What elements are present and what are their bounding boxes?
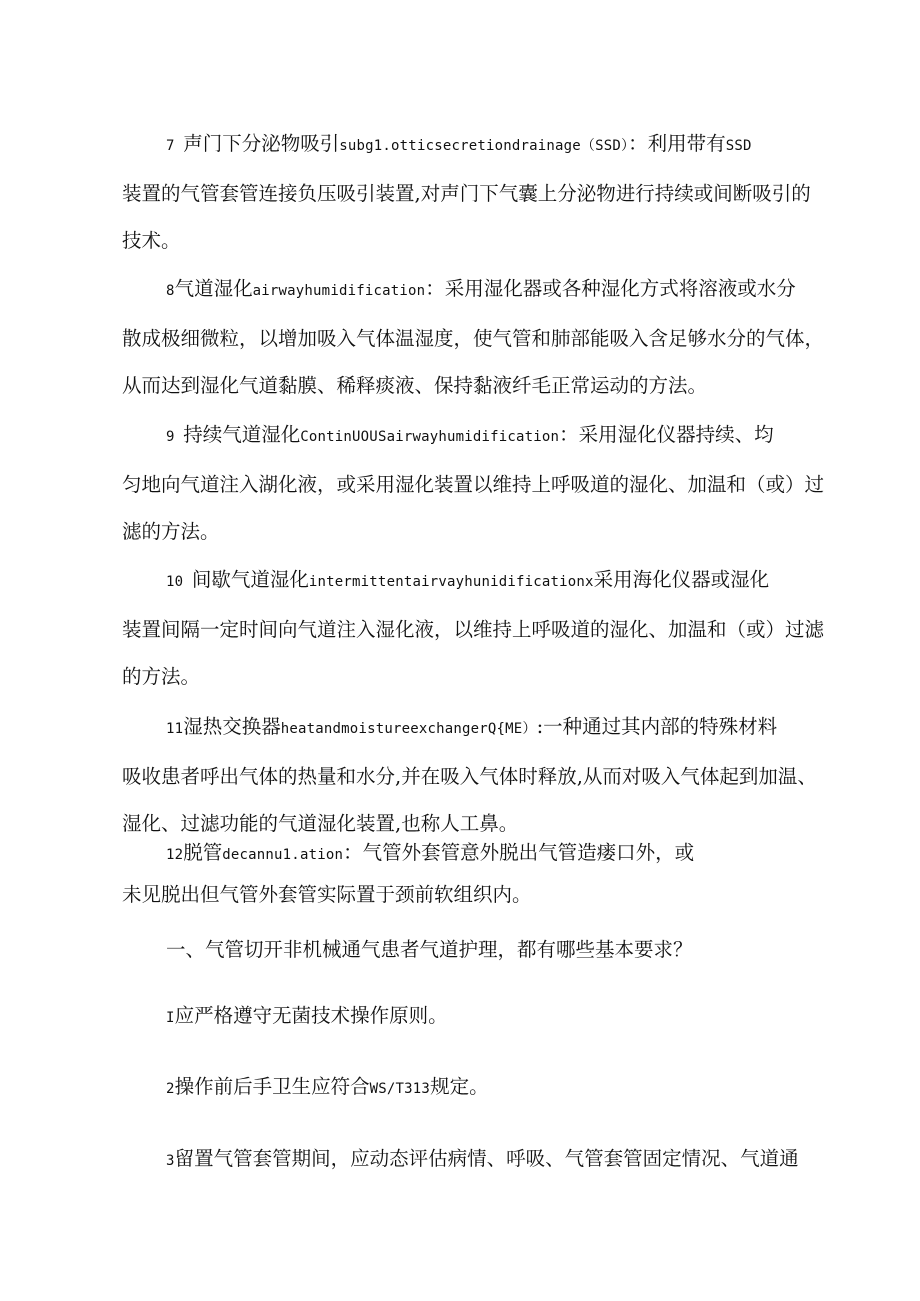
paragraph-8-line-1 bbox=[122, 265, 840, 315]
paragraph-9-line-1 bbox=[122, 411, 840, 461]
paragraph-7-line-2: 装置的气管套管连接负压吸引装置,对声门下气囊上分泌物进行持续或间断吸引的 bbox=[122, 182, 811, 205]
term-english: heatandmoistureexchangerQ{ME） bbox=[280, 721, 537, 737]
paragraph-8-line-3: 从而达到湿化气道黏膜、稀释痰液、保持黏液纤毛正常运动的方法。 bbox=[122, 374, 708, 397]
definition-text: ：采用湿化仪器持续、均 bbox=[559, 423, 774, 446]
term-chinese: 气道湿化 bbox=[174, 277, 253, 300]
paragraph-10 bbox=[122, 556, 840, 700]
term-english: subg1.otticsecretiondrainage（SSD） bbox=[339, 138, 629, 154]
term-english: ContinUOUSairwayhumidification bbox=[300, 429, 560, 445]
paragraph-11-line-3: 湿化、过滤功能的气道湿化装置,也称人工鼻。 bbox=[122, 812, 519, 835]
standard-code: WS/T313 bbox=[369, 1081, 431, 1097]
item-number: 11 bbox=[166, 721, 184, 737]
paragraph-11-line-2: 吸收患者呼出气体的热量和水分,并在吸入气体时释放,从而对吸入气体起到加温、 bbox=[122, 765, 817, 788]
paragraph-12-line-1 bbox=[122, 833, 840, 875]
paragraph-9-line-3: 滤的方法。 bbox=[122, 520, 220, 543]
item-text-end: 规定。 bbox=[430, 1075, 489, 1098]
paragraph-9-line-2: 匀地向气道注入湖化液，或采用湿化装置以维持上呼吸道的湿化、加温和（或）过 bbox=[122, 473, 825, 496]
paragraph-10-line-2: 装置间隔一定时间向气道注入湿化液，以维持上呼吸道的湿化、加温和（或）过滤 bbox=[122, 618, 825, 641]
term-abbrev: SSD bbox=[725, 138, 752, 154]
term-chinese: 脱管 bbox=[183, 841, 223, 864]
definition-text: :一种通过其内部的特殊材料 bbox=[536, 715, 778, 738]
item-number: 7 bbox=[166, 138, 184, 154]
term-chinese: 声门下分泌物吸引 bbox=[183, 132, 340, 155]
requirement-item-1 bbox=[166, 1001, 448, 1033]
item-number: 12 bbox=[166, 847, 184, 863]
requirement-item-2 bbox=[166, 1072, 489, 1104]
item-number: 9 bbox=[166, 429, 184, 445]
paragraph-10-line-3: 的方法。 bbox=[122, 665, 201, 688]
paragraph-8-line-2: 散成极细微粒，以增加吸入气体温湿度，使气管和肺部能吸入含足够水分的气体， bbox=[122, 327, 825, 350]
item-text: 应严格遵守无菌技术操作原则。 bbox=[174, 1004, 448, 1027]
definition-text: ：利用带有 bbox=[628, 132, 726, 155]
item-number: I bbox=[166, 1010, 175, 1026]
item-number: 3 bbox=[166, 1153, 175, 1169]
paragraph-12 bbox=[122, 833, 840, 915]
item-text: 操作前后手卫生应符合 bbox=[174, 1075, 370, 1098]
paragraph-7-line-1 bbox=[122, 120, 840, 170]
paragraph-7-line-3: 技术。 bbox=[122, 229, 181, 252]
term-english: intermittentairvayhunidificationx bbox=[308, 574, 594, 590]
term-chinese: 持续气道湿化 bbox=[183, 423, 301, 446]
paragraph-8 bbox=[122, 265, 840, 409]
section-title: 一、气管切开非机械通气患者气道护理，都有哪些基本要求？ bbox=[166, 938, 693, 961]
paragraph-7 bbox=[122, 120, 840, 264]
paragraph-11 bbox=[122, 703, 840, 847]
paragraph-9 bbox=[122, 411, 840, 555]
definition-text: ：气管外套管意外脱出气管造瘘口外，或 bbox=[343, 841, 695, 864]
paragraph-10-line-1 bbox=[122, 556, 840, 606]
term-english: decannu1.ation bbox=[222, 847, 344, 863]
item-number: 8 bbox=[166, 283, 175, 299]
term-chinese: 湿热交换器 bbox=[183, 715, 281, 738]
paragraph-12-line-2: 未见脱出但气管外套管实际置于颈前软组织内。 bbox=[122, 883, 532, 906]
paragraph-11-line-1 bbox=[122, 703, 840, 753]
term-english: airwayhumidification bbox=[252, 283, 426, 299]
definition-text: 采用海化仪器或湿化 bbox=[593, 568, 770, 591]
term-chinese: 间歇气道湿化 bbox=[191, 568, 309, 591]
requirement-item-3 bbox=[166, 1144, 799, 1176]
item-number: 2 bbox=[166, 1081, 175, 1097]
item-text: 留置气管套管期间，应动态评估病情、呼吸、气管套管固定情况、气道通 bbox=[174, 1147, 799, 1170]
item-number: 10 bbox=[166, 574, 192, 590]
definition-text: ：采用湿化器或各种湿化方式将溶液或水分 bbox=[425, 277, 796, 300]
